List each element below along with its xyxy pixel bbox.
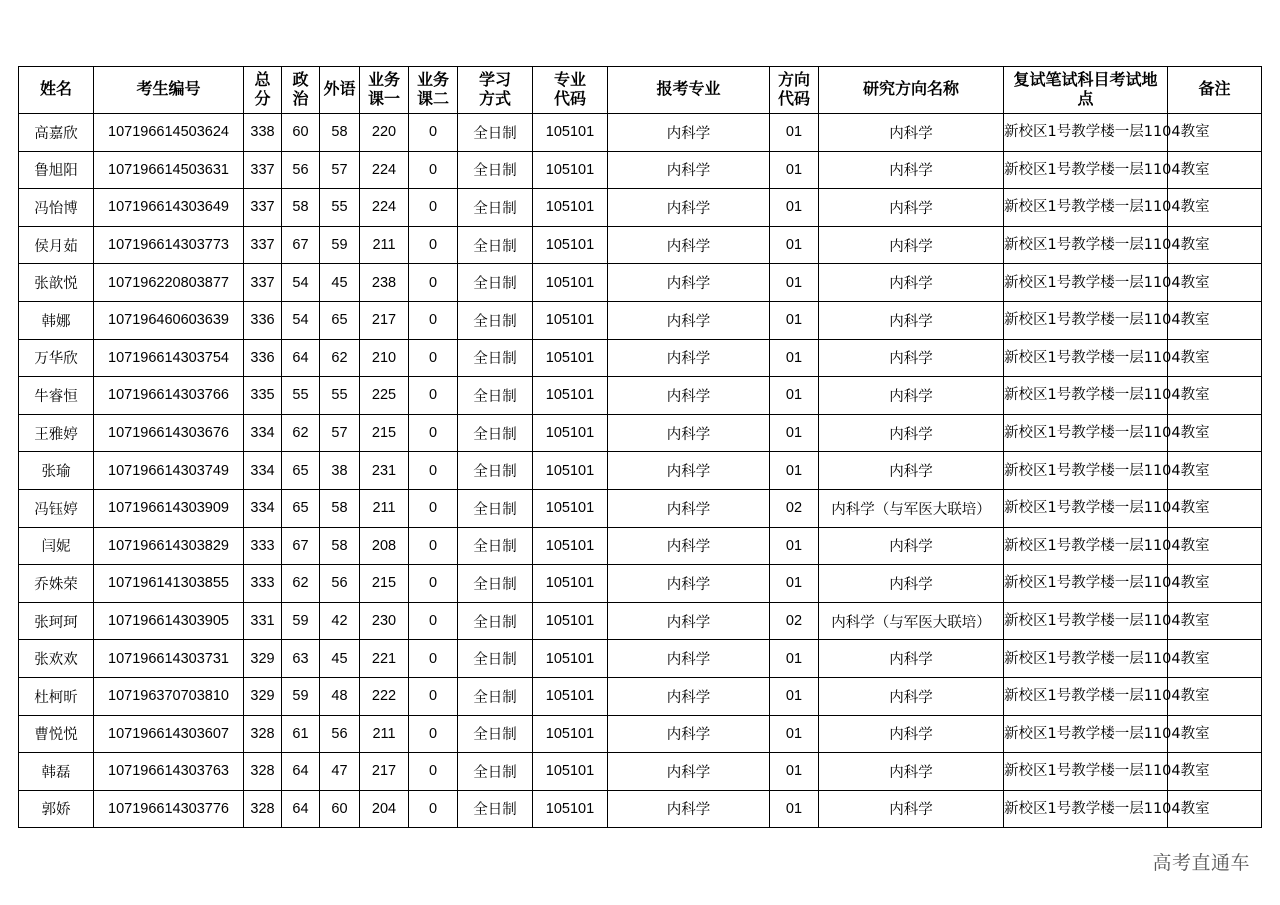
cell-major-code: 105101 — [533, 452, 608, 490]
cell-study-mode: 全日制 — [458, 301, 533, 339]
cell-total-score: 331 — [244, 602, 282, 640]
table-row — [19, 452, 1262, 490]
cell-politics: 59 — [282, 602, 320, 640]
cell-direction-code: 01 — [770, 377, 819, 415]
cell-politics: 54 — [282, 301, 320, 339]
cell-direction-name: 内科学 — [819, 189, 1004, 227]
cell-course-two: 0 — [409, 414, 458, 452]
cell-direction-code: 01 — [770, 301, 819, 339]
cell-name: 冯怡博 — [19, 189, 94, 227]
cell-total-score: 334 — [244, 414, 282, 452]
cell-major-code: 105101 — [533, 565, 608, 603]
cell-major-code: 105101 — [533, 602, 608, 640]
cell-exam-location: 新校区1号教学楼一层1104教室 — [1004, 114, 1168, 152]
cell-major-code: 105101 — [533, 301, 608, 339]
cell-study-mode: 全日制 — [458, 602, 533, 640]
cell-major: 内科学 — [608, 189, 770, 227]
cell-name: 乔姝荣 — [19, 565, 94, 603]
cell-direction-name: 内科学（与军医大联培） — [819, 602, 1004, 640]
cell-direction-code: 01 — [770, 114, 819, 152]
table-row — [19, 489, 1262, 527]
table-row — [19, 377, 1262, 415]
header-row — [19, 67, 1262, 114]
cell-major-code: 105101 — [533, 677, 608, 715]
cell-course-one: 220 — [360, 114, 409, 152]
cell-direction-code: 01 — [770, 151, 819, 189]
table-row — [19, 114, 1262, 152]
cell-foreign-language: 58 — [320, 527, 360, 565]
cell-course-one: 224 — [360, 151, 409, 189]
cell-course-one: 211 — [360, 489, 409, 527]
cell-politics: 55 — [282, 377, 320, 415]
cell-course-one: 215 — [360, 565, 409, 603]
table-row — [19, 151, 1262, 189]
cell-name: 张歆悦 — [19, 264, 94, 302]
cell-exam-location: 新校区1号教学楼一层1104教室 — [1004, 527, 1168, 565]
cell-major-code: 105101 — [533, 640, 608, 678]
cell-name: 王雅婷 — [19, 414, 94, 452]
cell-course-one: 211 — [360, 715, 409, 753]
header-foreign-language: 外语 — [320, 67, 360, 114]
cell-course-two: 0 — [409, 715, 458, 753]
cell-exam-location: 新校区1号教学楼一层1104教室 — [1004, 151, 1168, 189]
cell-foreign-language: 58 — [320, 114, 360, 152]
cell-direction-name: 内科学 — [819, 677, 1004, 715]
cell-major: 内科学 — [608, 114, 770, 152]
cell-direction-name: 内科学 — [819, 301, 1004, 339]
cell-candidate-id: 107196614303731 — [94, 640, 244, 678]
table-row — [19, 677, 1262, 715]
cell-politics: 61 — [282, 715, 320, 753]
table-row — [19, 790, 1262, 828]
cell-study-mode: 全日制 — [458, 339, 533, 377]
cell-candidate-id: 107196141303855 — [94, 565, 244, 603]
cell-total-score: 336 — [244, 339, 282, 377]
cell-course-one: 217 — [360, 301, 409, 339]
cell-politics: 62 — [282, 565, 320, 603]
cell-major-code: 105101 — [533, 226, 608, 264]
table-row — [19, 189, 1262, 227]
cell-total-score: 334 — [244, 452, 282, 490]
cell-direction-code: 01 — [770, 715, 819, 753]
cell-politics: 63 — [282, 640, 320, 678]
cell-foreign-language: 42 — [320, 602, 360, 640]
cell-name: 韩娜 — [19, 301, 94, 339]
cell-name: 闫妮 — [19, 527, 94, 565]
cell-direction-code: 02 — [770, 489, 819, 527]
cell-direction-name: 内科学 — [819, 640, 1004, 678]
cell-course-one: 230 — [360, 602, 409, 640]
cell-direction-code: 01 — [770, 753, 819, 791]
cell-candidate-id: 107196614303649 — [94, 189, 244, 227]
cell-candidate-id: 107196614303763 — [94, 753, 244, 791]
cell-study-mode: 全日制 — [458, 790, 533, 828]
header-remarks: 备注 — [1168, 67, 1262, 114]
cell-exam-location: 新校区1号教学楼一层1104教室 — [1004, 715, 1168, 753]
header-total-score: 总分 — [244, 67, 282, 114]
cell-candidate-id: 107196614303754 — [94, 339, 244, 377]
cell-total-score: 328 — [244, 715, 282, 753]
cell-course-two: 0 — [409, 189, 458, 227]
cell-study-mode: 全日制 — [458, 489, 533, 527]
cell-major-code: 105101 — [533, 339, 608, 377]
cell-major-code: 105101 — [533, 264, 608, 302]
cell-course-two: 0 — [409, 753, 458, 791]
table-row — [19, 414, 1262, 452]
cell-course-two: 0 — [409, 226, 458, 264]
cell-direction-name: 内科学 — [819, 715, 1004, 753]
header-politics: 政治 — [282, 67, 320, 114]
cell-total-score: 329 — [244, 640, 282, 678]
cell-exam-location: 新校区1号教学楼一层1104教室 — [1004, 489, 1168, 527]
cell-name: 郭娇 — [19, 790, 94, 828]
cell-course-one: 238 — [360, 264, 409, 302]
cell-major-code: 105101 — [533, 753, 608, 791]
cell-foreign-language: 57 — [320, 151, 360, 189]
cell-foreign-language: 38 — [320, 452, 360, 490]
cell-total-score: 336 — [244, 301, 282, 339]
cell-study-mode: 全日制 — [458, 640, 533, 678]
cell-major: 内科学 — [608, 414, 770, 452]
cell-foreign-language: 48 — [320, 677, 360, 715]
cell-foreign-language: 59 — [320, 226, 360, 264]
cell-study-mode: 全日制 — [458, 677, 533, 715]
cell-study-mode: 全日制 — [458, 114, 533, 152]
cell-candidate-id: 107196614303776 — [94, 790, 244, 828]
cell-politics: 65 — [282, 452, 320, 490]
cell-politics: 67 — [282, 226, 320, 264]
cell-major-code: 105101 — [533, 489, 608, 527]
cell-study-mode: 全日制 — [458, 715, 533, 753]
cell-exam-location: 新校区1号教学楼一层1104教室 — [1004, 377, 1168, 415]
cell-exam-location: 新校区1号教学楼一层1104教室 — [1004, 264, 1168, 302]
cell-candidate-id: 107196614503624 — [94, 114, 244, 152]
cell-study-mode: 全日制 — [458, 527, 533, 565]
cell-foreign-language: 60 — [320, 790, 360, 828]
cell-major: 内科学 — [608, 226, 770, 264]
header-major-code: 专业代码 — [533, 67, 608, 114]
cell-name: 牛睿恒 — [19, 377, 94, 415]
cell-politics: 67 — [282, 527, 320, 565]
cell-course-two: 0 — [409, 301, 458, 339]
cell-direction-name: 内科学 — [819, 114, 1004, 152]
cell-study-mode: 全日制 — [458, 377, 533, 415]
cell-total-score: 333 — [244, 527, 282, 565]
cell-study-mode: 全日制 — [458, 753, 533, 791]
cell-name: 杜柯昕 — [19, 677, 94, 715]
cell-course-one: 224 — [360, 189, 409, 227]
table-row — [19, 640, 1262, 678]
cell-course-one: 225 — [360, 377, 409, 415]
header-name: 姓名 — [19, 67, 94, 114]
cell-politics: 64 — [282, 790, 320, 828]
cell-foreign-language: 55 — [320, 377, 360, 415]
cell-politics: 64 — [282, 753, 320, 791]
cell-direction-code: 01 — [770, 640, 819, 678]
cell-foreign-language: 58 — [320, 489, 360, 527]
cell-direction-name: 内科学 — [819, 339, 1004, 377]
cell-study-mode: 全日制 — [458, 264, 533, 302]
cell-major: 内科学 — [608, 790, 770, 828]
cell-course-two: 0 — [409, 602, 458, 640]
table-row — [19, 715, 1262, 753]
cell-exam-location: 新校区1号教学楼一层1104教室 — [1004, 753, 1168, 791]
cell-name: 曹悦悦 — [19, 715, 94, 753]
cell-major-code: 105101 — [533, 189, 608, 227]
cell-politics: 54 — [282, 264, 320, 302]
cell-name: 高嘉欣 — [19, 114, 94, 152]
cell-exam-location: 新校区1号教学楼一层1104教室 — [1004, 339, 1168, 377]
header-major: 报考专业 — [608, 67, 770, 114]
cell-exam-location: 新校区1号教学楼一层1104教室 — [1004, 640, 1168, 678]
table-row — [19, 527, 1262, 565]
cell-direction-code: 01 — [770, 414, 819, 452]
cell-study-mode: 全日制 — [458, 151, 533, 189]
table-row — [19, 264, 1262, 302]
cell-major-code: 105101 — [533, 414, 608, 452]
cell-foreign-language: 65 — [320, 301, 360, 339]
cell-name: 张珂珂 — [19, 602, 94, 640]
admission-roster-table — [18, 66, 1262, 828]
cell-direction-name: 内科学 — [819, 151, 1004, 189]
cell-major-code: 105101 — [533, 790, 608, 828]
cell-name: 张瑜 — [19, 452, 94, 490]
cell-course-one: 204 — [360, 790, 409, 828]
cell-exam-location: 新校区1号教学楼一层1104教室 — [1004, 414, 1168, 452]
cell-direction-code: 01 — [770, 452, 819, 490]
cell-direction-code: 02 — [770, 602, 819, 640]
cell-major: 内科学 — [608, 602, 770, 640]
cell-course-one: 210 — [360, 339, 409, 377]
cell-foreign-language: 62 — [320, 339, 360, 377]
cell-course-two: 0 — [409, 565, 458, 603]
cell-total-score: 338 — [244, 114, 282, 152]
cell-course-two: 0 — [409, 640, 458, 678]
cell-course-two: 0 — [409, 151, 458, 189]
cell-major: 内科学 — [608, 377, 770, 415]
cell-direction-code: 01 — [770, 226, 819, 264]
header-study-mode: 学习方式 — [458, 67, 533, 114]
cell-candidate-id: 107196614303909 — [94, 489, 244, 527]
cell-name: 韩磊 — [19, 753, 94, 791]
cell-course-two: 0 — [409, 677, 458, 715]
cell-major-code: 105101 — [533, 114, 608, 152]
cell-total-score: 328 — [244, 753, 282, 791]
cell-course-two: 0 — [409, 452, 458, 490]
cell-candidate-id: 107196614303676 — [94, 414, 244, 452]
cell-total-score: 333 — [244, 565, 282, 603]
cell-candidate-id: 107196614303773 — [94, 226, 244, 264]
cell-study-mode: 全日制 — [458, 565, 533, 603]
cell-direction-code: 01 — [770, 565, 819, 603]
cell-course-two: 0 — [409, 790, 458, 828]
cell-candidate-id: 107196220803877 — [94, 264, 244, 302]
cell-direction-name: 内科学 — [819, 565, 1004, 603]
cell-total-score: 337 — [244, 226, 282, 264]
header-course-two: 业务课二 — [409, 67, 458, 114]
cell-direction-name: 内科学 — [819, 377, 1004, 415]
cell-direction-code: 01 — [770, 677, 819, 715]
cell-foreign-language: 57 — [320, 414, 360, 452]
cell-major: 内科学 — [608, 151, 770, 189]
cell-candidate-id: 107196614303766 — [94, 377, 244, 415]
cell-major-code: 105101 — [533, 377, 608, 415]
cell-exam-location: 新校区1号教学楼一层1104教室 — [1004, 677, 1168, 715]
cell-exam-location: 新校区1号教学楼一层1104教室 — [1004, 452, 1168, 490]
cell-major: 内科学 — [608, 677, 770, 715]
cell-major: 内科学 — [608, 301, 770, 339]
cell-politics: 60 — [282, 114, 320, 152]
cell-study-mode: 全日制 — [458, 226, 533, 264]
cell-candidate-id: 107196614303607 — [94, 715, 244, 753]
cell-exam-location: 新校区1号教学楼一层1104教室 — [1004, 790, 1168, 828]
cell-exam-location: 新校区1号教学楼一层1104教室 — [1004, 226, 1168, 264]
cell-politics: 56 — [282, 151, 320, 189]
cell-course-two: 0 — [409, 339, 458, 377]
header-candidate-id: 考生编号 — [94, 67, 244, 114]
cell-study-mode: 全日制 — [458, 452, 533, 490]
header-course-one: 业务课一 — [360, 67, 409, 114]
cell-name: 鲁旭阳 — [19, 151, 94, 189]
cell-course-two: 0 — [409, 527, 458, 565]
cell-total-score: 337 — [244, 189, 282, 227]
cell-direction-code: 01 — [770, 527, 819, 565]
cell-course-one: 215 — [360, 414, 409, 452]
cell-foreign-language: 56 — [320, 565, 360, 603]
cell-study-mode: 全日制 — [458, 414, 533, 452]
cell-major: 内科学 — [608, 753, 770, 791]
cell-direction-name: 内科学 — [819, 527, 1004, 565]
cell-exam-location: 新校区1号教学楼一层1104教室 — [1004, 301, 1168, 339]
cell-major: 内科学 — [608, 489, 770, 527]
cell-foreign-language: 47 — [320, 753, 360, 791]
cell-exam-location: 新校区1号教学楼一层1104教室 — [1004, 189, 1168, 227]
cell-candidate-id: 107196614303749 — [94, 452, 244, 490]
cell-name: 张欢欢 — [19, 640, 94, 678]
cell-candidate-id: 107196460603639 — [94, 301, 244, 339]
watermark: 高考直通车 — [1152, 852, 1250, 874]
cell-foreign-language: 45 — [320, 264, 360, 302]
cell-major: 内科学 — [608, 715, 770, 753]
cell-direction-name: 内科学 — [819, 264, 1004, 302]
table-row — [19, 753, 1262, 791]
cell-total-score: 335 — [244, 377, 282, 415]
cell-direction-code: 01 — [770, 264, 819, 302]
cell-total-score: 328 — [244, 790, 282, 828]
cell-direction-name: 内科学 — [819, 753, 1004, 791]
cell-study-mode: 全日制 — [458, 189, 533, 227]
cell-foreign-language: 55 — [320, 189, 360, 227]
cell-major-code: 105101 — [533, 715, 608, 753]
cell-course-one: 217 — [360, 753, 409, 791]
table-row — [19, 226, 1262, 264]
cell-major: 内科学 — [608, 565, 770, 603]
table-row — [19, 565, 1262, 603]
cell-politics: 65 — [282, 489, 320, 527]
cell-direction-name: 内科学 — [819, 414, 1004, 452]
cell-total-score: 337 — [244, 264, 282, 302]
cell-course-two: 0 — [409, 114, 458, 152]
cell-course-one: 231 — [360, 452, 409, 490]
header-exam-location: 复试笔试科目考试地点 — [1004, 67, 1168, 114]
cell-foreign-language: 45 — [320, 640, 360, 678]
cell-exam-location: 新校区1号教学楼一层1104教室 — [1004, 602, 1168, 640]
cell-course-one: 211 — [360, 226, 409, 264]
cell-major: 内科学 — [608, 640, 770, 678]
cell-exam-location: 新校区1号教学楼一层1104教室 — [1004, 565, 1168, 603]
cell-course-one: 208 — [360, 527, 409, 565]
cell-politics: 62 — [282, 414, 320, 452]
cell-total-score: 329 — [244, 677, 282, 715]
cell-major: 内科学 — [608, 527, 770, 565]
cell-foreign-language: 56 — [320, 715, 360, 753]
table-row — [19, 301, 1262, 339]
cell-name: 侯月茹 — [19, 226, 94, 264]
cell-politics: 59 — [282, 677, 320, 715]
cell-direction-name: 内科学 — [819, 790, 1004, 828]
cell-major: 内科学 — [608, 339, 770, 377]
cell-direction-code: 01 — [770, 790, 819, 828]
roster-body — [19, 114, 1262, 828]
cell-direction-code: 01 — [770, 189, 819, 227]
cell-major: 内科学 — [608, 452, 770, 490]
cell-course-one: 222 — [360, 677, 409, 715]
header-direction-name: 研究方向名称 — [819, 67, 1004, 114]
cell-total-score: 334 — [244, 489, 282, 527]
cell-total-score: 337 — [244, 151, 282, 189]
cell-major-code: 105101 — [533, 151, 608, 189]
table-row — [19, 602, 1262, 640]
cell-direction-name: 内科学（与军医大联培） — [819, 489, 1004, 527]
header-direction-code: 方向代码 — [770, 67, 819, 114]
cell-major-code: 105101 — [533, 527, 608, 565]
cell-course-one: 221 — [360, 640, 409, 678]
cell-direction-name: 内科学 — [819, 226, 1004, 264]
cell-course-two: 0 — [409, 377, 458, 415]
cell-candidate-id: 107196614303905 — [94, 602, 244, 640]
cell-name: 冯钰婷 — [19, 489, 94, 527]
cell-candidate-id: 107196370703810 — [94, 677, 244, 715]
cell-direction-code: 01 — [770, 339, 819, 377]
cell-major: 内科学 — [608, 264, 770, 302]
cell-name: 万华欣 — [19, 339, 94, 377]
cell-candidate-id: 107196614303829 — [94, 527, 244, 565]
cell-candidate-id: 107196614503631 — [94, 151, 244, 189]
cell-course-two: 0 — [409, 264, 458, 302]
cell-course-two: 0 — [409, 489, 458, 527]
cell-politics: 64 — [282, 339, 320, 377]
cell-direction-name: 内科学 — [819, 452, 1004, 490]
table-row — [19, 339, 1262, 377]
cell-politics: 58 — [282, 189, 320, 227]
